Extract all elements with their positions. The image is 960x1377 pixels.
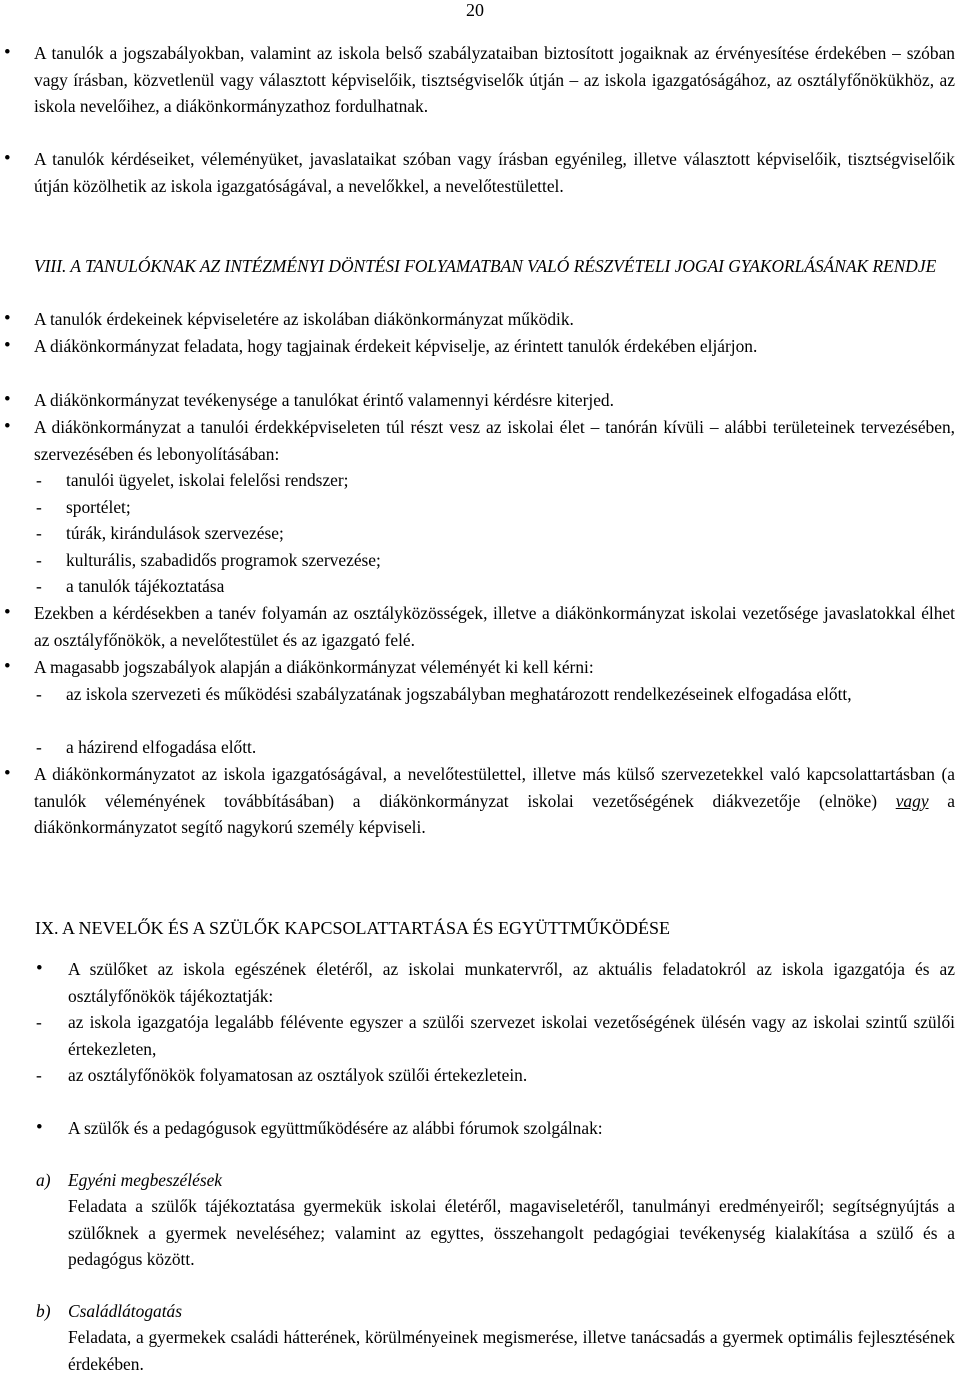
list-label-b: b) — [36, 1301, 51, 1321]
paragraph: Feladata a szülők tájékoztatása gyermekük iskolai életéről, magaviseletéről, tanulmányi eredményeiről; segítségnyújtás a szülőknek a gyermek neveléséhez; valamint az egyttes, összehangolt pedagógiai tevékenység kialakítása a szülő és a pedagógus között. — [68, 1196, 955, 1270]
list-item: a tanulók tájékoztatása — [66, 576, 225, 596]
list-item: túrák, kirándulások szervezése; — [66, 523, 284, 543]
dash-marker: - — [36, 523, 42, 543]
section-heading-ix: IX. A NEVELŐK ÉS A SZÜLŐK KAPCSOLATTARTÁSA ÉS EGYÜTTMŰKÖDÉSE — [35, 918, 671, 938]
paragraph: A diákönkormányzat tevékenysége a tanulókat érintő valamennyi kérdésre kiterjed. — [34, 390, 614, 410]
paragraph: A szülők és a pedagógusok együttműködésére az alábbi fórumok szolgálnak: — [68, 1118, 603, 1138]
paragraph: A diákönkormányzat feladata, hogy tagjainak érdekeit képviselje, az érintett tanulók érdekében eljárjon. — [34, 336, 758, 356]
bullet-icon: • — [4, 602, 11, 623]
paragraph: A diákönkormányzat a tanulói érdekképviseleten túl részt vesz az iskolai élet – tanórán kívüli – alábbi területeinek tervezésében, szervezésében és lebonyolításában: — [34, 417, 955, 464]
list-item: az osztályfőnökök folyamatosan az osztályok szülői értekezletein. — [68, 1065, 528, 1085]
list-item: tanulói ügyelet, iskolai felelősi rendszer; — [66, 470, 349, 490]
bullet-icon: • — [4, 148, 11, 169]
list-item: az iskola szervezeti és működési szabályzatának jogszabályban meghatározott rendelkezéseinek elfogadása előtt, — [66, 684, 852, 704]
dash-marker: - — [36, 684, 42, 704]
bullet-icon: • — [4, 335, 11, 356]
paragraph-representation — [34, 761, 955, 841]
dash-marker: - — [36, 576, 42, 596]
paragraph-opinions: A tanulók kérdéseiket, véleményüket, javaslataikat szóban vagy írásban egyénileg, illetve választott képviselőik, tisztségviselőik útján közölhetik az iskola igazgatóságával, a nevelőkkel, a nevelőtestülettel. — [34, 149, 955, 196]
underlined-word: vagy — [895, 790, 929, 811]
subheading-individual: Egyéni megbeszélések — [68, 1170, 223, 1190]
bullet-icon: • — [4, 389, 11, 410]
subheading-family-visit: Családlátogatás — [68, 1301, 183, 1321]
dash-marker: - — [36, 497, 42, 517]
list-label-a: a) — [36, 1170, 51, 1190]
bullet-icon: • — [36, 958, 43, 979]
bullet-icon: • — [36, 1117, 43, 1138]
section-heading-viii: VIII. A TANULÓKNAK AZ INTÉZMÉNYI DÖNTÉSI FOLYAMATBAN VALÓ RÉSZVÉTELI JOGAI GYAKORLÁSÁNAK RENDJE — [34, 256, 937, 276]
paragraph: Ezekben a kérdésekben a tanév folyamán az osztályközösségek, illetve a diákönkormányzat iskolai vezetősége javaslatokkal élhet az osztályfőnökök, a nevelőtestület és az igazgató felé. — [34, 603, 955, 650]
bullet-icon: • — [4, 763, 11, 784]
bullet-icon: • — [4, 308, 11, 329]
paragraph: A magasabb jogszabályok alapján a diákönkormányzat véleményét ki kell kérni: — [34, 657, 594, 677]
text-part: A diákönkormányzatot az iskola igazgatóságával, a nevelőtestülettel, illetve más külső szervezetekkel való kapcsolattartásban (a tanulók véleményének továbbításában) a diákönkormányzat iskolai vezetőségének diákvezetője (elnöke) — [34, 764, 955, 811]
bullet-icon: • — [4, 656, 11, 677]
text-part: a diákönkormányzatot segítő nagykorú személy képviseli. — [34, 790, 955, 838]
dash-marker: - — [36, 470, 42, 490]
list-item: kulturális, szabadidős programok szervezése; — [66, 550, 381, 570]
dash-marker: - — [36, 1065, 42, 1085]
list-item: az iskola igazgatója legalább félévente egyszer a szülői szervezet iskolai vezetőségének ülésén vagy az iskolai szintű szülői értekezleten, — [68, 1012, 955, 1059]
list-item: sportélet; — [66, 497, 131, 517]
dash-marker: - — [36, 550, 42, 570]
dash-marker: - — [36, 737, 42, 757]
dash-marker: - — [36, 1012, 42, 1032]
paragraph: A szülőket az iskola egészének életéről, az iskolai munkatervről, az aktuális feladatokról az iskola igazgatója és az osztályfőnökök tájékoztatják: — [68, 959, 955, 1006]
paragraph-rights: A tanulók a jogszabályokban, valamint az iskola belső szabályzataiban biztosított jogaiknak az érvényesítése érdekében – szóban vagy írásban, közvetlenül vagy választott képviselőik, tisztségviselők útján – az iskola igazgatóságához, az osztályfőnökükhöz, az iskola nevelőihez, a diákönkormányzathoz fordulhatnak. — [34, 43, 955, 117]
bullet-icon: • — [4, 42, 11, 63]
bullet-icon: • — [4, 416, 11, 437]
list-item: a házirend elfogadása előtt. — [66, 737, 257, 757]
paragraph: A tanulók érdekeinek képviseletére az iskolában diákönkormányzat működik. — [34, 309, 574, 329]
paragraph: Feladata, a gyermekek családi hátterének, körülményeinek megismerése, illetve tanácsadás a gyermek optimális fejlesztésének érdekében. — [68, 1327, 955, 1374]
page-number: 20 — [466, 0, 484, 20]
